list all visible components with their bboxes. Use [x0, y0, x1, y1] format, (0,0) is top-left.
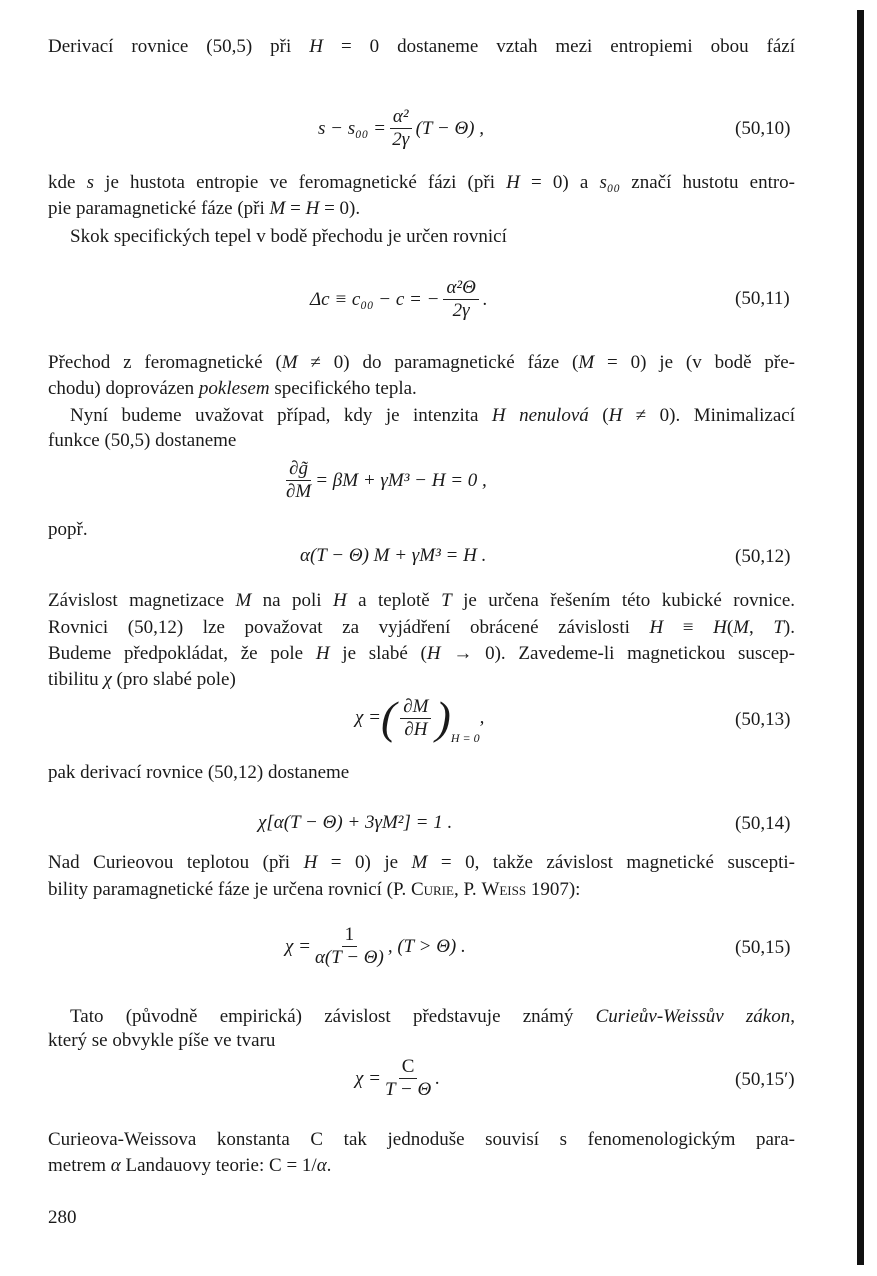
fraction: [286, 458, 311, 503]
text-line: [48, 1155, 795, 1177]
fraction: [443, 277, 478, 322]
text-segment: (: [588, 405, 609, 426]
italic-text: poklesem: [198, 378, 270, 399]
text-line: [48, 879, 795, 901]
fraction: [315, 924, 384, 969]
numerator: ∂g̃: [286, 458, 311, 481]
equation-50-14: χ[α(T − Θ) + 3γM²] = 1 .: [258, 812, 453, 833]
text-line: [48, 762, 795, 784]
text-line: [70, 1006, 795, 1028]
italic-text: M: [411, 852, 428, 873]
italic-text: M: [269, 198, 286, 219]
text-segment: popř.: [48, 519, 88, 540]
italic-text: M: [281, 352, 298, 373]
text-segment: = 0) je (v bodě pře-: [594, 352, 795, 373]
text-segment: = 0) a: [519, 172, 600, 193]
denominator: ∂H: [404, 718, 428, 740]
fraction: [390, 106, 412, 151]
text-segment: = 0) je: [317, 852, 412, 873]
italic-text: s₀₀: [599, 172, 621, 193]
text-line: [48, 1129, 795, 1151]
italic-text: Curieův-Weissův zákon: [595, 1006, 791, 1027]
eq-lhs: χ =: [285, 935, 311, 957]
italic-text: T: [441, 590, 452, 611]
text-line: [48, 36, 795, 58]
equation-number: (50,15′): [735, 1069, 795, 1090]
equation-number: (50,14): [735, 813, 791, 834]
text-segment: kde: [48, 172, 87, 193]
fraction: [400, 696, 431, 741]
fraction: [385, 1056, 431, 1101]
text-line: [48, 172, 795, 194]
subscript: H = 0: [450, 730, 480, 745]
text-segment: je určena řešením této kubické rovnice.: [451, 590, 795, 611]
italic-text: T: [773, 617, 784, 638]
text-segment: pak derivací rovnice (50,12) dostaneme: [48, 762, 350, 783]
equation-number: (50,10): [735, 118, 791, 139]
equation-50-12: α(T − Θ) M + γM³ = H .: [300, 545, 487, 566]
text-segment: Rovnici (50,12) lze považovat za vyjádření obrácené závislosti: [48, 617, 650, 638]
italic-text: H: [426, 643, 441, 664]
eq-rhs: (T − Θ) ,: [415, 117, 484, 139]
text-line: [48, 669, 795, 691]
text-segment: je slabé (: [329, 643, 427, 664]
text-segment: chodu) doprovázen: [48, 378, 199, 399]
denominator: 2γ: [392, 129, 410, 150]
italic-text: M: [578, 352, 595, 373]
italic-text: H: [649, 617, 664, 638]
text-segment: ≡: [663, 617, 714, 638]
text-segment: Derivací rovnice (50,5) při: [48, 36, 310, 57]
text-segment: → 0). Zavedeme-li magnetickou suscep-: [440, 643, 796, 664]
text-segment: 1907):: [526, 879, 581, 900]
equation-50-15-prime: [355, 1056, 440, 1101]
text-segment: Budeme předpokládat, že pole: [48, 643, 316, 664]
numerator: C: [399, 1056, 418, 1079]
text-line: [48, 352, 795, 374]
denominator: ∂M: [286, 481, 312, 502]
eq-lhs: s − s₀₀ =: [318, 117, 386, 139]
text-line: [48, 617, 795, 639]
text-segment: Curie: [410, 879, 454, 900]
numerator: α²Θ: [443, 277, 478, 300]
text-line: [48, 198, 795, 220]
text-segment: ).: [783, 617, 795, 638]
denominator: α(T − Θ): [314, 947, 384, 968]
text-segment: Landauovy teorie: C = 1/: [120, 1155, 317, 1176]
text-line: [48, 430, 795, 452]
text-segment: ≠ 0). Minimalizací: [622, 405, 796, 426]
equation-50-13: [355, 692, 485, 745]
italic-text: H: [315, 643, 330, 664]
left-paren: (: [380, 692, 397, 743]
eq-lhs: χ =: [355, 707, 381, 728]
text-segment: který se obvykle píše ve tvaru: [48, 1030, 276, 1051]
text-segment: ,: [790, 1006, 795, 1027]
right-paren: ): [435, 692, 451, 743]
text-segment: tibilitu: [48, 669, 104, 690]
text-segment: značí hustotu entro-: [620, 172, 796, 193]
text-segment: (: [726, 617, 734, 638]
numerator: 1: [342, 924, 358, 947]
text-segment: = 0 dostaneme vztah mezi entropiemi obou fází: [322, 36, 795, 57]
text-segment: , P.: [453, 879, 482, 900]
text-segment: bility paramagnetické fáze je určena rovnicí (P.: [48, 879, 411, 900]
italic-text: H: [713, 617, 727, 638]
text-segment: Skok specifických tepel v bodě přechodu je určen rovnicí: [70, 226, 507, 247]
equation-50-10: [318, 106, 484, 151]
text-segment: .: [326, 1155, 332, 1176]
italic-text: H: [305, 198, 320, 219]
italic-text: H: [608, 405, 623, 426]
text-line: [48, 378, 795, 400]
italic-text: H: [309, 36, 323, 57]
text-segment: Přechod z feromagnetické (: [48, 352, 282, 373]
text-segment: ,: [749, 617, 774, 638]
italic-text: M: [235, 590, 252, 611]
italic-text: H nenulová: [491, 405, 589, 426]
eq-rhs: , (T > Θ) .: [387, 935, 466, 957]
equation-number: (50,13): [735, 709, 791, 730]
text-line: [70, 405, 795, 427]
denominator: 2γ: [452, 300, 470, 321]
numerator: ∂M: [400, 696, 431, 719]
text-segment: na poli: [251, 590, 333, 611]
text-segment: metrem: [48, 1155, 111, 1176]
text-segment: = 0).: [319, 198, 361, 219]
equation-number: (50,12): [735, 546, 791, 567]
italic-text: H: [506, 172, 520, 193]
italic-text: H: [303, 852, 318, 873]
text-segment: pie paramagnetické fáze (při: [48, 198, 270, 219]
text-segment: funkce (50,5) dostaneme: [48, 430, 237, 451]
italic-text: M: [733, 617, 749, 638]
equation-number: (50,15): [735, 937, 791, 958]
text-segment: je hustota entropie ve feromagnetické fázi (při: [94, 172, 507, 193]
text-segment: Nad Curieovou teplotou (při: [48, 852, 304, 873]
eq-lhs: Δc ≡ c₀₀ − c = −: [310, 288, 440, 310]
text-segment: = 0, takže závislost magnetické suscepti-: [427, 852, 795, 873]
eq-rhs: .: [482, 288, 488, 310]
italic-text: α: [110, 1155, 121, 1176]
text-segment: Závislost magnetizace: [48, 590, 236, 611]
eq-lhs: χ =: [355, 1067, 381, 1089]
text-segment: Weiss: [481, 879, 527, 900]
text-segment: (pro slabé pole): [111, 669, 236, 690]
text-segment: Tato (původně empirická) závislost představuje známý: [70, 1006, 596, 1027]
equation-50-11: [310, 277, 488, 322]
text-segment: Nyní budeme uvažovat případ, kdy je intenzita: [70, 405, 492, 426]
italic-text: χ: [103, 669, 112, 690]
italic-text: H: [333, 590, 347, 611]
equation-derivative: [282, 458, 487, 503]
text-segment: Curieova-Weissova konstanta C tak jednoduše souvisí s fenomenologickým para-: [48, 1129, 795, 1150]
page-number: 280: [48, 1207, 77, 1228]
italic-text: α: [316, 1155, 327, 1176]
denominator: T − Θ: [384, 1079, 432, 1100]
equation-number: (50,11): [735, 288, 790, 309]
text-line: [48, 519, 795, 541]
scan-edge-bar: [857, 10, 864, 1265]
text-segment: specifického tepla.: [269, 378, 417, 399]
italic-text: s: [86, 172, 95, 193]
eq-rhs: ,: [479, 707, 485, 728]
text-segment: a teplotě: [346, 590, 442, 611]
text-line: [48, 1030, 795, 1052]
text-line: [70, 226, 795, 248]
text-segment: ≠ 0) do paramagnetické fáze (: [297, 352, 579, 373]
eq-rhs: .: [435, 1067, 440, 1089]
eq-rhs: = βM + γM³ − H = 0 ,: [315, 469, 487, 491]
text-line: [48, 643, 795, 665]
equation-50-15: [285, 924, 466, 969]
numerator: α²: [390, 106, 412, 129]
text-segment: =: [285, 198, 306, 219]
text-line: [48, 590, 795, 612]
text-line: [48, 852, 795, 874]
